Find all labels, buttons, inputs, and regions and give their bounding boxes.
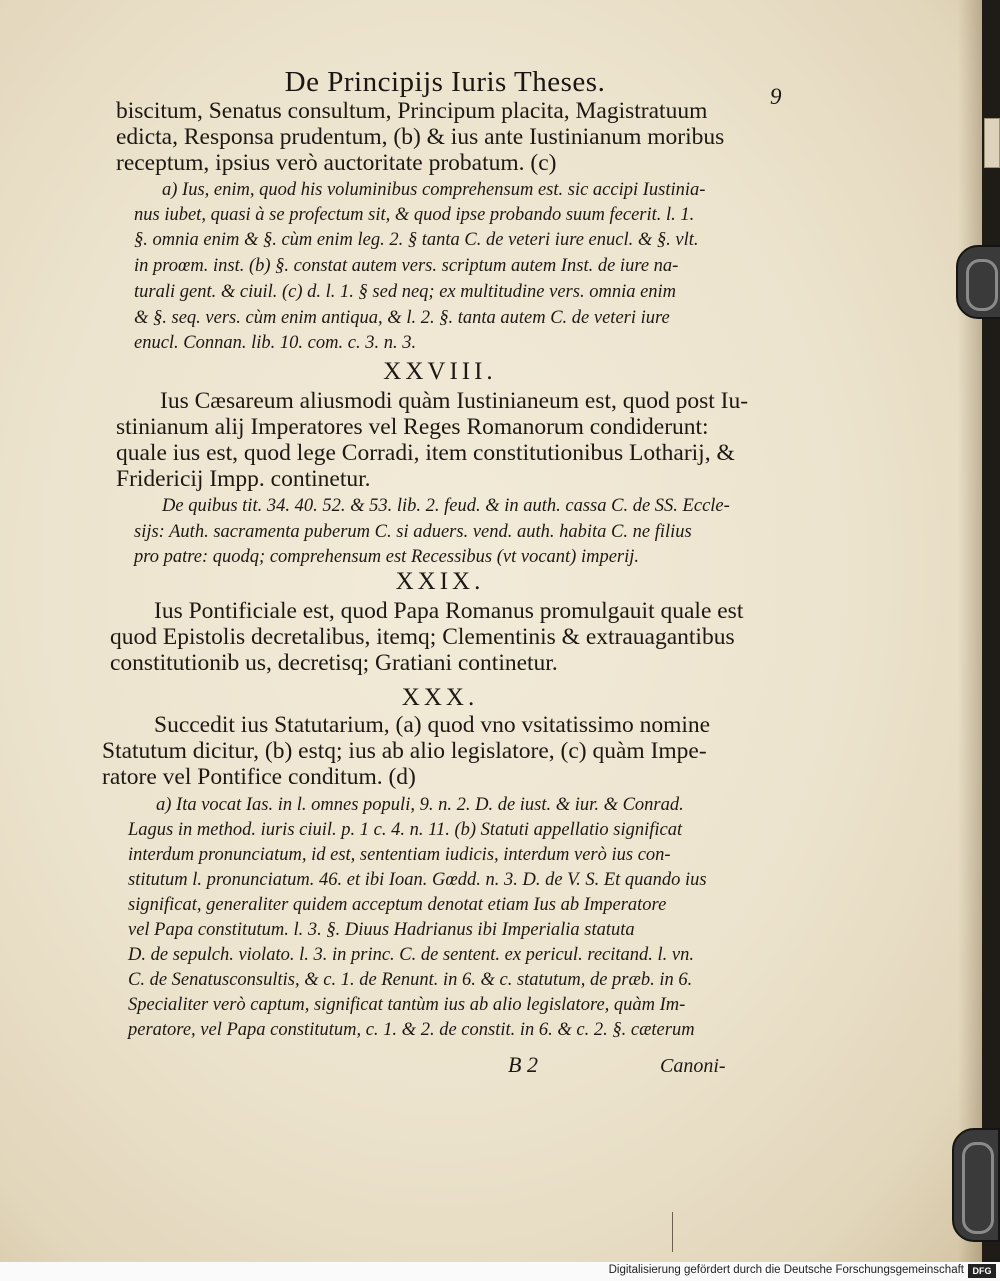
note-line: interdum pronunciatum, id est, sententiam iudicis, interdum verò ius con-: [128, 845, 671, 865]
signature-mark: B 2: [508, 1052, 538, 1077]
dfg-logo-icon: DFG: [968, 1264, 996, 1278]
note-line: significat, generaliter quidem acceptum denotat etiam Ius ab Imperatore: [128, 895, 667, 915]
note-line: peratore, vel Papa constitutum, c. 1. & 2. de constit. in 6. & c. 2. §. cæterum: [128, 1020, 695, 1040]
text-line: receptum, ipsius verò auctoritate probatum. (c): [116, 150, 557, 176]
text-line: Succedit ius Statutarium, (a) quod vno vsitatissimo nomine: [154, 712, 711, 738]
page-edge-shadow: [958, 0, 982, 1262]
note-line: vel Papa constitutum. l. 3. §. Diuus Hadrianus ibi Imperialia statuta: [128, 920, 635, 940]
gutter-mark: [672, 1212, 695, 1252]
note-line: & §. seq. vers. cùm enim antiqua, & l. 2. §. tanta autem C. de veteri iure: [134, 308, 670, 328]
text-line: Fridericij Impp. continetur.: [116, 466, 371, 492]
note-line: sijs: Auth. sacramenta puberum C. si aduers. vend. auth. habita C. ne filius: [134, 522, 692, 542]
footer-credit: Digitalisierung gefördert durch die Deutsche Forschungsgemeinschaft: [608, 1264, 964, 1276]
section-heading-28: XXVIII.: [383, 358, 497, 385]
text-line: stinianum alij Imperatores vel Reges Romanorum condiderunt:: [116, 414, 709, 440]
note-line: §. omnia enim & §. cùm enim leg. 2. § tanta C. de veteri iure enucl. & §. vlt.: [134, 230, 699, 250]
paper-tab: [984, 118, 1000, 168]
note-line: De quibus tit. 34. 40. 52. & 53. lib. 2. feud. & in auth. cassa C. de SS. Eccle-: [162, 496, 730, 516]
note-line: enucl. Connan. lib. 10. com. c. 3. n. 3.: [134, 333, 417, 353]
note-line: nus iubet, quasi à se profectum sit, & quod ipse probando suum fecerit. l. 1.: [134, 205, 695, 225]
catchword: Canoni-: [660, 1055, 726, 1077]
text-line: Ius Cæsareum aliusmodi quàm Iustinianeum est, quod post Iu-: [160, 388, 749, 414]
text-line: constitutionib us, decretisq; Gratiani continetur.: [110, 650, 558, 676]
note-line: turali gent. & ciuil. (c) d. l. 1. § sed neq; ex multitudine vers. omnia enim: [134, 282, 677, 302]
text-line: quod Epistolis decretalibus, itemq; Clementinis & extrauagantibus: [110, 624, 735, 650]
running-header: De Principijs Iuris Theses.: [284, 66, 606, 98]
page-number: 9: [770, 84, 782, 109]
section-heading-29: XXIX.: [395, 568, 485, 595]
note-line: Specialiter verò captum, significat tantùm ius ab alio legislatore, quàm Im-: [128, 995, 686, 1015]
note-line: pro patre: quodq; comprehensum est Recessibus (vt vocant) imperij.: [134, 547, 640, 567]
note-line: in proœm. inst. (b) §. constat autem vers. scriptum autem Inst. de iure na-: [134, 256, 679, 276]
text-line: ratore vel Pontifice conditum. (d): [102, 764, 416, 790]
section-heading-30: XXX.: [401, 684, 479, 711]
note-line: a) Ius, enim, quod his voluminibus comprehensum est. sic accipi Iustinia-: [162, 180, 706, 200]
text-line: edicta, Responsa prudentum, (b) & ius ante Iustinianum moribus: [116, 124, 725, 150]
note-line: C. de Senatusconsultis, & c. 1. de Renunt. in 6. & c. statutum, de præb. in 6.: [128, 970, 693, 990]
book-clip-bottom-icon: [952, 1128, 1000, 1242]
text-line: Statutum dicitur, (b) estq; ius ab alio legislatore, (c) quàm Impe-: [102, 738, 707, 764]
book-clip-top-icon: [956, 245, 1000, 319]
text-line: Ius Pontificiale est, quod Papa Romanus promulgauit quale est: [154, 598, 744, 624]
note-line: stitutum l. pronunciatum. 46. et ibi Ioan. Gœdd. n. 3. D. de V. S. Et quando ius: [128, 870, 707, 890]
note-line: a) Ita vocat Ias. in l. omnes populi, 9. n. 2. D. de iust. & iur. & Conrad.: [156, 795, 684, 815]
text-line: quale ius est, quod lege Corradi, item constitutionibus Lotharij, &: [116, 440, 735, 466]
note-line: Lagus in method. iuris ciuil. p. 1 c. 4. n. 11. (b) Statuti appellatio significat: [128, 820, 683, 840]
text-line: biscitum, Senatus consultum, Principum placita, Magistratuum: [116, 98, 708, 124]
note-line: D. de sepulch. violato. l. 3. in princ. C. de sentent. ex pericul. recitand. l. vn.: [128, 945, 695, 965]
